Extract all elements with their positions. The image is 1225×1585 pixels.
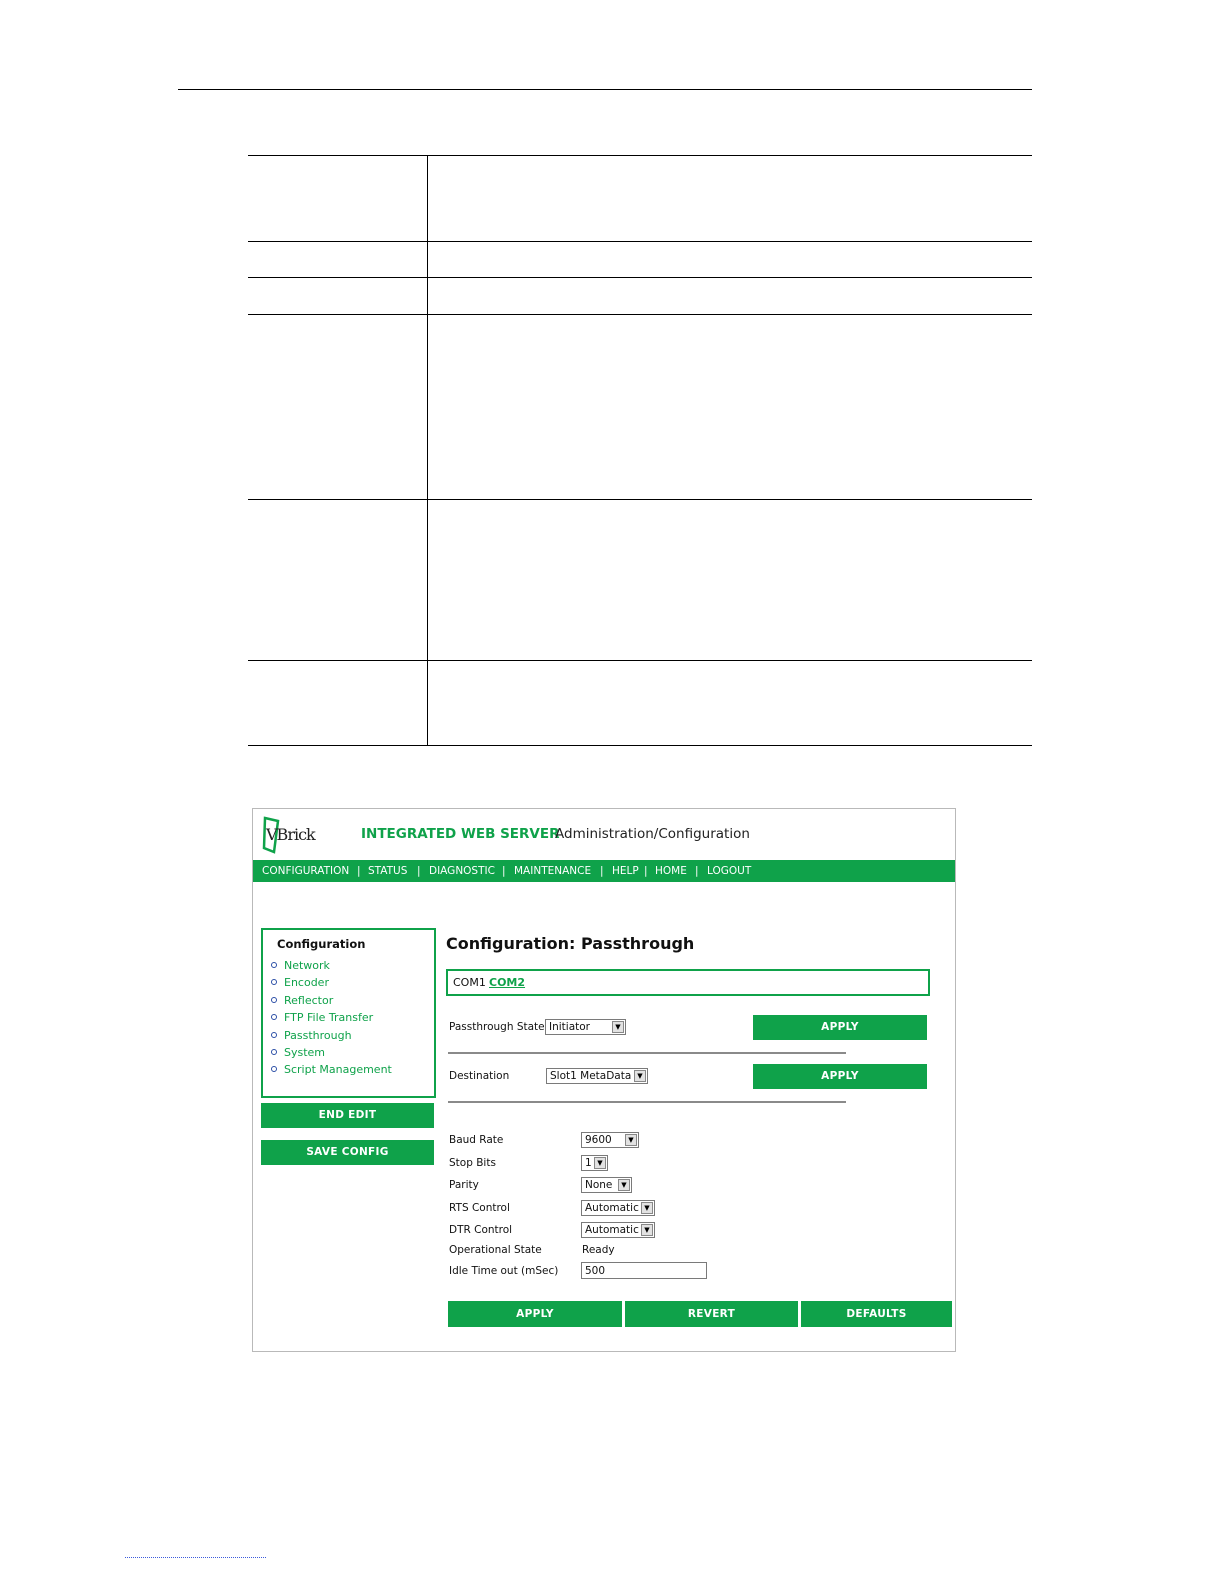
nav-diagnostic[interactable]: DIAGNOSTIC xyxy=(429,865,495,877)
parity-label: Parity xyxy=(449,1179,479,1191)
chevron-down-icon: ▼ xyxy=(641,1224,653,1236)
sidebar-item-network[interactable]: Network xyxy=(271,959,330,972)
apply-button[interactable]: APPLY xyxy=(448,1301,622,1327)
baud-rate-label: Baud Rate xyxy=(449,1134,504,1146)
sidebar-item-system[interactable]: System xyxy=(271,1046,325,1059)
bullet-icon xyxy=(271,1049,277,1055)
nav-separator: | xyxy=(600,865,604,877)
destination-select[interactable]: Slot1 MetaData ▼ xyxy=(546,1068,648,1084)
sidebar-item-ftp-file-transfer[interactable]: FTP File Transfer xyxy=(271,1011,373,1024)
stop-bits-label: Stop Bits xyxy=(449,1157,496,1169)
top-navbar xyxy=(253,860,955,882)
revert-button[interactable]: REVERT xyxy=(625,1301,798,1327)
logo-text: VBrick xyxy=(266,825,315,844)
nav-separator: | xyxy=(502,865,506,877)
rts-control-label: RTS Control xyxy=(449,1202,510,1214)
stop-bits-select[interactable]: 1 ▼ xyxy=(581,1155,608,1171)
bullet-icon xyxy=(271,1014,277,1020)
nav-maintenance[interactable]: MAINTENANCE xyxy=(514,865,592,877)
table-rule xyxy=(248,155,1032,156)
tab-com2[interactable]: COM2 xyxy=(489,976,526,989)
sidebar-item-passthrough[interactable]: Passthrough xyxy=(271,1029,352,1042)
table-rule xyxy=(248,241,1032,242)
sidebar-item-reflector[interactable]: Reflector xyxy=(271,994,333,1007)
nav-separator: | xyxy=(417,865,421,877)
table-rule xyxy=(248,314,1032,315)
bullet-icon xyxy=(271,997,277,1003)
idle-timeout-label: Idle Time out (mSec) xyxy=(449,1265,559,1277)
table-rule xyxy=(248,277,1032,278)
passthrough-state-select[interactable]: Initiator ▼ xyxy=(545,1019,626,1035)
bullet-icon xyxy=(271,1032,277,1038)
table-rule xyxy=(248,660,1032,661)
end-edit-button[interactable]: END EDIT xyxy=(261,1103,434,1128)
nav-home[interactable]: HOME xyxy=(655,865,687,877)
operational-state-label: Operational State xyxy=(449,1244,542,1256)
sidebar-title: Configuration xyxy=(277,937,366,951)
web-server-screenshot xyxy=(252,808,956,1352)
rts-control-select[interactable]: Automatic ▼ xyxy=(581,1200,655,1216)
bullet-icon xyxy=(271,962,277,968)
sidebar-item-script-management[interactable]: Script Management xyxy=(271,1063,392,1076)
nav-help[interactable]: HELP xyxy=(612,865,639,877)
chevron-down-icon: ▼ xyxy=(618,1179,630,1191)
nav-separator: | xyxy=(644,865,648,877)
destination-label: Destination xyxy=(449,1070,510,1082)
chevron-down-icon: ▼ xyxy=(625,1134,637,1146)
nav-separator: | xyxy=(357,865,361,877)
baud-rate-select[interactable]: 9600 ▼ xyxy=(581,1132,639,1148)
page-title: Configuration: Passthrough xyxy=(446,934,695,953)
section-divider xyxy=(448,1052,846,1054)
nav-configuration[interactable]: CONFIGURATION xyxy=(262,865,350,877)
chevron-down-icon: ▼ xyxy=(634,1070,646,1082)
com-port-tabs xyxy=(446,969,930,996)
chevron-down-icon: ▼ xyxy=(594,1157,606,1169)
chevron-down-icon: ▼ xyxy=(641,1202,653,1214)
idle-timeout-input[interactable] xyxy=(581,1262,707,1279)
passthrough-state-label: Passthrough State xyxy=(449,1021,545,1033)
destination-apply-button[interactable]: APPLY xyxy=(753,1064,927,1089)
sidebar-item-encoder[interactable]: Encoder xyxy=(271,976,329,989)
table-column-divider xyxy=(427,155,428,746)
nav-separator: | xyxy=(695,865,699,877)
nav-logout[interactable]: LOGOUT xyxy=(707,865,752,877)
table-rule xyxy=(248,499,1032,500)
section-divider xyxy=(448,1101,846,1103)
nav-status[interactable]: STATUS xyxy=(368,865,408,877)
save-config-button[interactable]: SAVE CONFIG xyxy=(261,1140,434,1165)
operational-state-value: Ready xyxy=(582,1244,615,1256)
passthrough-apply-button[interactable]: APPLY xyxy=(753,1015,927,1040)
defaults-button[interactable]: DEFAULTS xyxy=(801,1301,952,1327)
dtr-control-label: DTR Control xyxy=(449,1224,513,1236)
dtr-control-select[interactable]: Automatic ▼ xyxy=(581,1222,655,1238)
vbrick-logo xyxy=(262,815,315,855)
footer-dotted-rule xyxy=(125,1557,266,1558)
tab-com1[interactable]: COM1 xyxy=(453,976,486,989)
chevron-down-icon: ▼ xyxy=(612,1021,624,1033)
bullet-icon xyxy=(271,1066,277,1072)
app-title: INTEGRATED WEB SERVER xyxy=(361,826,560,842)
parity-select[interactable]: None ▼ xyxy=(581,1177,632,1193)
table-rule xyxy=(248,745,1032,746)
app-subtitle: Administration/Configuration xyxy=(555,826,750,842)
page-header-rule xyxy=(178,89,1032,90)
sidebar-config-menu xyxy=(261,928,436,1098)
bullet-icon xyxy=(271,979,277,985)
